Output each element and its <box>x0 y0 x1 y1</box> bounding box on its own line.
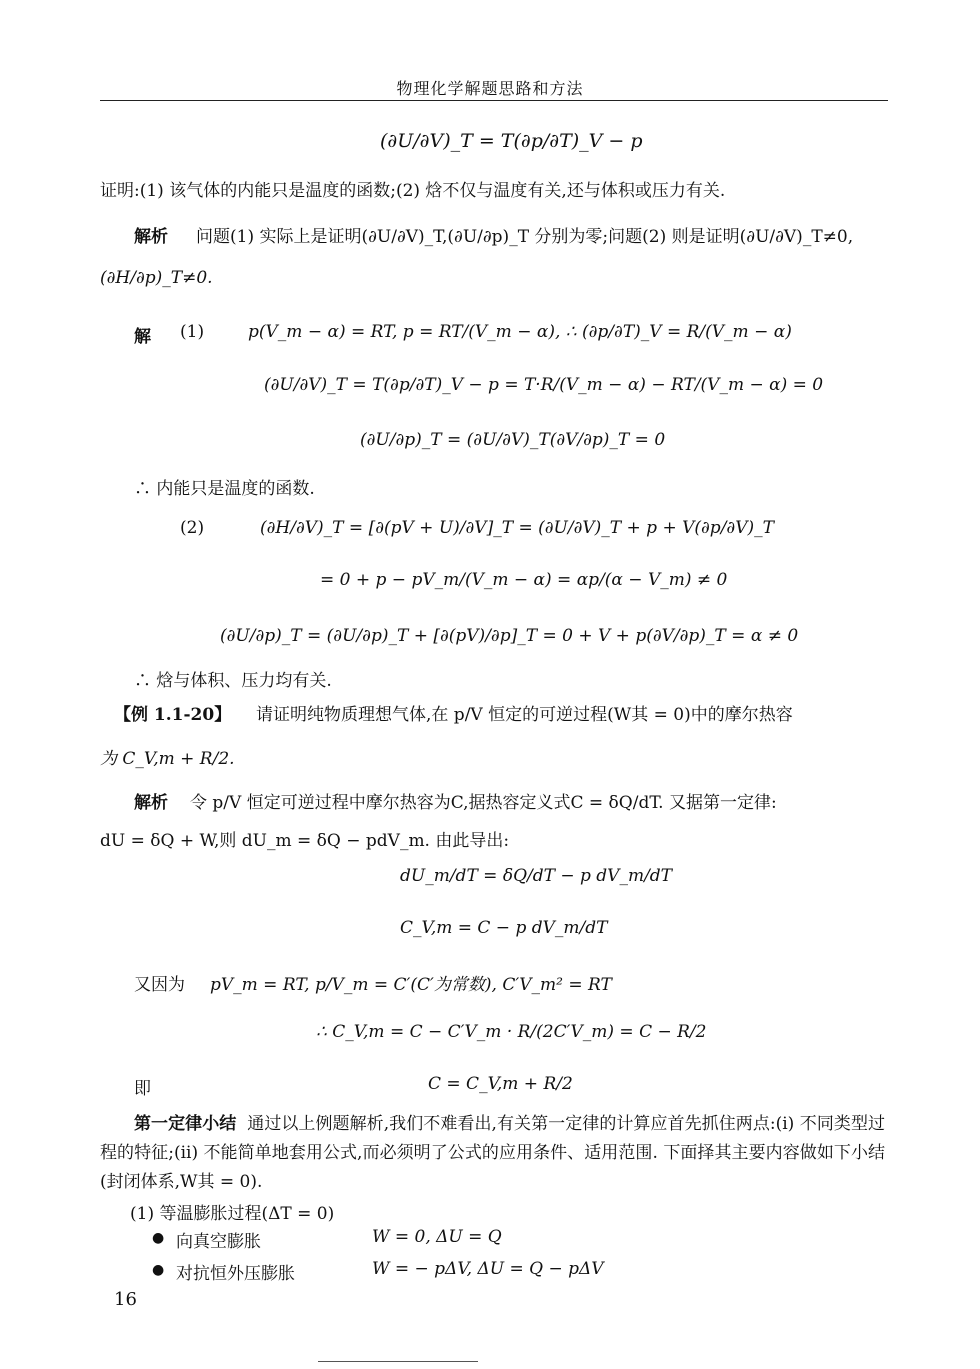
analysis-text: 问题(1) 实际上是证明(∂U/∂V)_T,(∂U/∂p)_T 分别为零;问题(2) 则是证明(∂U/∂V)_T≠0, <box>196 227 854 247</box>
bullet-label-vacuum: 向真空膨胀 <box>176 1232 261 1252</box>
summary-paragraph <box>100 1110 885 1197</box>
equation-7: dU_m/dT = δQ/dT − p dV_m/dT <box>400 866 673 886</box>
example-tag: 【例 1.1-20】 <box>114 705 232 725</box>
equation-3: (∂U/∂p)_T = (∂U/∂V)_T(∂V/∂p)_T = 0 <box>360 430 666 450</box>
equation-8: C_V,m = C − p dV_m/dT <box>400 918 608 938</box>
bullet-dot: ● <box>152 1230 165 1246</box>
footer-divider <box>318 1361 478 1362</box>
header-divider <box>100 100 888 101</box>
equation-2: (∂U/∂V)_T = T(∂p/∂T)_V − p = T·R/(V_m − α) − RT/(V_m − α) = 0 <box>264 375 824 395</box>
example-continuation: 为 C_V,m + R/2. <box>100 749 235 769</box>
bullet-dot: ● <box>152 1262 165 1278</box>
analysis2-text: 令 p/V 恒定可逆过程中摩尔热容为C,据热容定义式C = δQ/dT. 又据第一定律: <box>190 793 777 813</box>
bullet-label-constant-pressure: 对抗恒外压膨胀 <box>176 1264 295 1284</box>
analysis2-continuation: dU = δQ + W,则 dU_m = δQ − pdV_m. 由此导出: <box>100 831 510 851</box>
summary-text: 通过以上例题解析,我们不难看出,有关第一定律的计算应首先抓住两点:(i) 不同类型过程的特征;(ii) 不能简单地套用公式,而必须明了公式的应用条件、适用范围. 下面择其主要内容做如下小结(封闭体系,W其 = 0). <box>100 1114 885 1192</box>
equation-4: (∂H/∂V)_T = [∂(pV + U)/∂V]_T = (∂U/∂V)_T + p + V(∂p/∂V)_T <box>260 518 774 538</box>
equation-11: C = C_V,m + R/2 <box>428 1074 573 1094</box>
analysis-label: 解析 <box>134 227 168 247</box>
formula-top: (∂U/∂V)_T = T(∂p/∂T)_V − p <box>380 130 643 152</box>
equation-5: = 0 + p − pV_m/(V_m − α) = αp/(α − V_m) ≠ 0 <box>320 570 728 590</box>
equation-10: ∴ C_V,m = C − C′V_m · R/(2C′V_m) = C − R/2 <box>316 1022 707 1042</box>
part2-label: (2) <box>180 518 205 538</box>
analysis-continuation: (∂H/∂p)_T≠0. <box>100 268 213 288</box>
also-label: 又因为 <box>134 975 185 995</box>
ie-label: 即 <box>134 1079 151 1099</box>
summary-label: 第一定律小结 <box>134 1114 237 1134</box>
example-text: 请证明纯物质理想气体,在 p/V 恒定的可逆过程(W其 = 0)中的摩尔热容 <box>256 705 793 725</box>
bullet-formula-constant-pressure: W = − pΔV, ΔU = Q − pΔV <box>372 1259 604 1279</box>
solution-label: 解 <box>134 327 151 347</box>
isothermal-heading: (1) 等温膨胀过程(ΔT = 0) <box>130 1204 335 1224</box>
conclusion-1: ∴ 内能只是温度的函数. <box>134 479 315 499</box>
equation-9: pV_m = RT, p/V_m = C′(C′为常数), C′V_m² = RT <box>210 975 612 995</box>
running-header: 物理化学解题思路和方法 <box>396 79 584 98</box>
analysis2-label: 解析 <box>134 793 168 813</box>
proof-statement: 证明:(1) 该气体的内能只是温度的函数;(2) 焓不仅与温度有关,还与体积或压力有关. <box>100 181 726 201</box>
conclusion-2: ∴ 焓与体积、压力均有关. <box>134 671 332 691</box>
equation-6: (∂U/∂p)_T = (∂U/∂p)_T + [∂(pV)/∂p]_T = 0 + V + p(∂V/∂p)_T = α ≠ 0 <box>220 626 799 646</box>
page-number: 16 <box>114 1289 137 1310</box>
part1-label: (1) <box>180 322 205 342</box>
bullet-formula-vacuum: W = 0, ΔU = Q <box>372 1227 502 1247</box>
equation-1: p(V_m − α) = RT, p = RT/(V_m − α), ∴ (∂p/∂T)_V = R/(V_m − α) <box>248 322 792 342</box>
